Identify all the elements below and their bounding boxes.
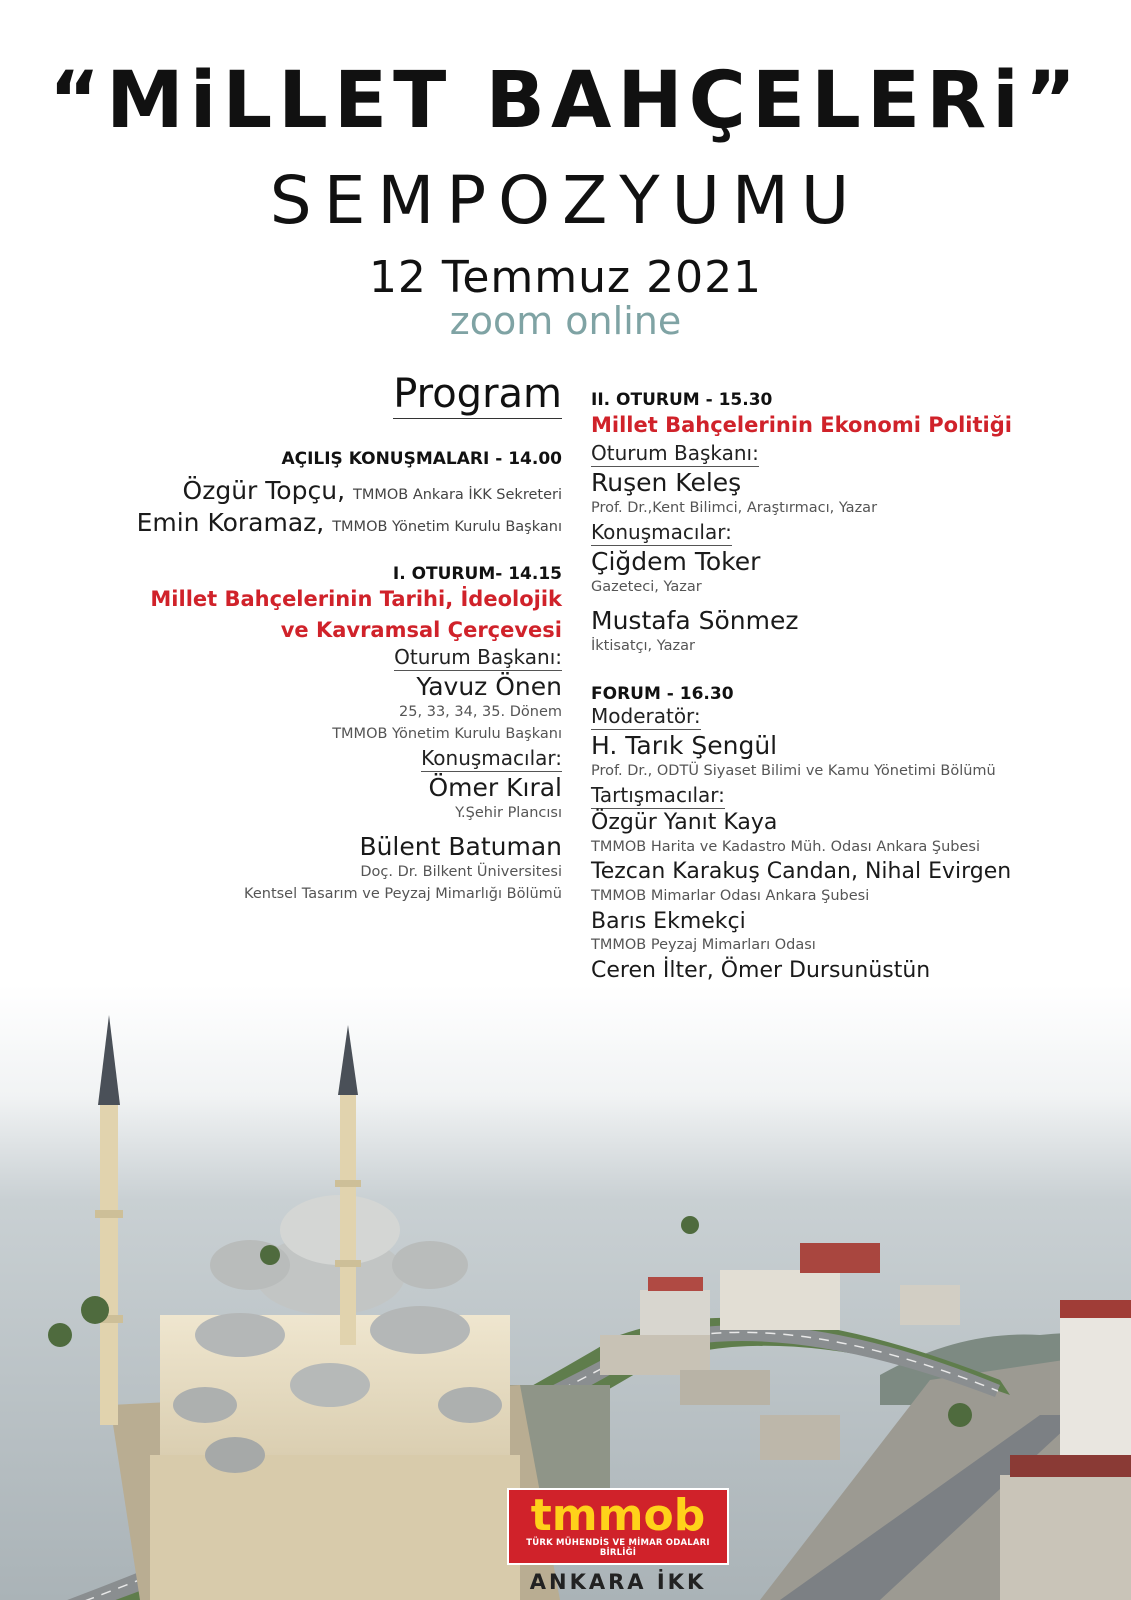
forum-panelist3-name: Barıs Ekmekçi <box>591 908 746 934</box>
session1-heading: I. OTURUM- 14.15 <box>392 563 562 584</box>
program-left-column <box>100 372 562 906</box>
session2-chair-label: Oturum Başkanı: <box>591 440 759 465</box>
opening-speaker-2-name: Emin Koramaz, <box>136 507 325 537</box>
forum-panelist2-name: Tezcan Karakuş Candan, Nihal Evirgen <box>591 859 1012 885</box>
event-subtitle: SEMPOZYUMU <box>269 162 862 239</box>
session1-topic-line2: ve Kavramsal Çerçevesi <box>280 617 562 642</box>
program-title: Program <box>393 371 562 417</box>
opening-section <box>100 449 562 538</box>
opening-speaker-1-name: Özgür Topçu, <box>182 476 346 506</box>
session2-chair-desc: Prof. Dr.,Kent Bilimci, Araştırmacı, Yazar <box>591 500 878 517</box>
opening-speaker-2-desc: TMMOB Yönetim Kurulu Başkanı <box>332 518 562 535</box>
session1-chair-desc2: TMMOB Yönetim Kurulu Başkanı <box>332 726 562 743</box>
session1-speaker2-desc1: Doç. Dr. Bilkent Üniversitesi <box>360 864 562 881</box>
event-title: “MiLLET BAHÇELERi” <box>48 56 1083 146</box>
opening-speaker-1 <box>100 475 562 506</box>
session2-speaker1-desc: Gazeteci, Yazar <box>591 579 702 596</box>
opening-speaker-1-desc: TMMOB Ankara İKK Sekreteri <box>352 487 562 504</box>
tmmob-logo <box>507 1488 729 1594</box>
forum-moderator-label: Moderatör: <box>591 704 701 729</box>
opening-heading: AÇILIŞ KONUŞMALARI - 14.00 <box>281 449 562 469</box>
session2-speakers-label: Konuşmacılar: <box>591 519 732 544</box>
forum-heading: FORUM - 16.30 <box>591 683 734 704</box>
session1-speaker1-desc: Y.Şehir Plancısı <box>455 805 562 822</box>
forum-moderator-desc: Prof. Dr., ODTÜ Siyaset Bilimi ve Kamu Yönetimi Bölümü <box>591 763 996 780</box>
forum-panelist2-desc: TMMOB Mimarlar Odası Ankara Şubesi <box>591 887 870 904</box>
forum-panelist3-desc: TMMOB Peyzaj Mimarları Odası <box>591 937 816 954</box>
session2-speaker2-name: Mustafa Sönmez <box>591 605 799 635</box>
program-right-column <box>591 390 1091 1006</box>
forum-panel-label: Tartışmacılar: <box>591 783 725 808</box>
logo-tagline: TÜRK MÜHENDİS VE MİMAR ODALARI BİRLİĞİ <box>526 1538 710 1559</box>
forum-section <box>591 684 1091 1006</box>
session1-chair-name: Yavuz Önen <box>416 672 562 702</box>
session2-speaker1-name: Çiğdem Toker <box>591 546 761 576</box>
forum-panelist1-desc: TMMOB Harita ve Kadastro Müh. Odası Ankara Şubesi <box>591 838 981 855</box>
session1-section <box>100 564 562 906</box>
session1-speaker1-name: Ömer Kıral <box>428 772 562 802</box>
event-venue: zoom online <box>449 299 682 343</box>
session1-speaker2-desc2: Kentsel Tasarım ve Peyzaj Mimarlığı Bölümü <box>244 885 562 902</box>
session2-chair-name: Ruşen Keleş <box>591 467 742 497</box>
logo-badge <box>507 1488 729 1565</box>
session2-speaker2-desc: İktisatçı, Yazar <box>591 638 695 655</box>
session2-section <box>591 390 1091 658</box>
opening-speaker-2 <box>100 507 562 538</box>
forum-panelist1-name: Özgür Yanıt Kaya <box>591 810 778 836</box>
session2-heading: II. OTURUM - 15.30 <box>591 390 773 410</box>
session2-topic: Millet Bahçelerinin Ekonomi Politiği <box>591 413 1012 438</box>
forum-moderator-name: H. Tarık Şengül <box>591 731 778 761</box>
session1-chair-label: Oturum Başkanı: <box>394 645 562 670</box>
forum-panelist4-name: Ceren İlter, Ömer Dursunüstün <box>591 957 931 983</box>
logo-word: tmmob <box>530 1490 706 1541</box>
logo-subtitle: ANKARA İKK <box>529 1570 707 1595</box>
session1-topic-line1: Millet Bahçelerinin Tarihi, İdeolojik <box>150 587 562 612</box>
session1-speakers-label: Konuşmacılar: <box>421 745 562 770</box>
session1-chair-desc1: 25, 33, 34, 35. Dönem <box>399 704 562 721</box>
event-date: 12 Temmuz 2021 <box>368 252 763 303</box>
session1-speaker2-name: Bülent Batuman <box>359 831 562 861</box>
